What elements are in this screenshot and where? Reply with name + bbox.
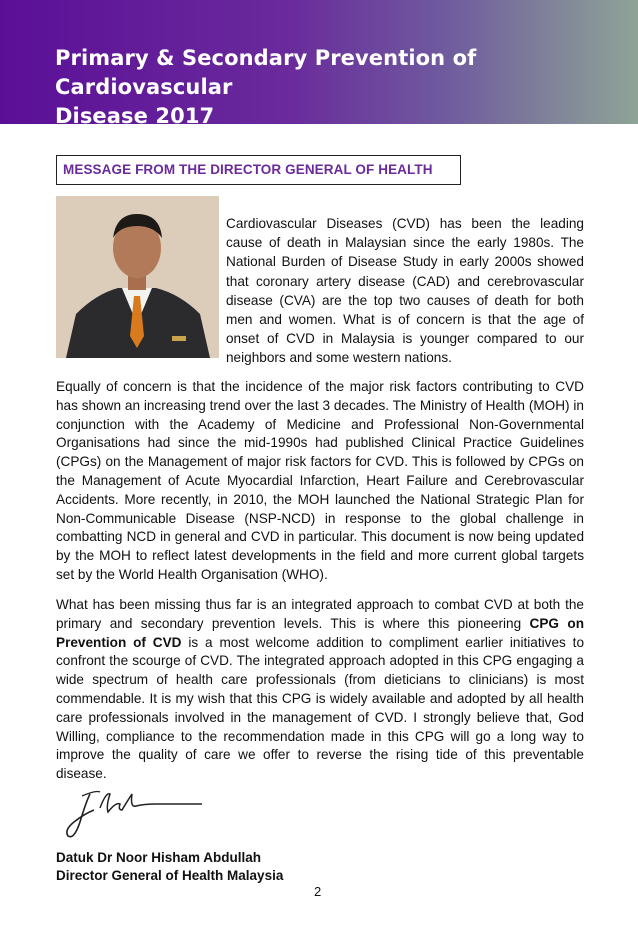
cpg-highlight: CPG on Prevention of CVD <box>56 615 585 650</box>
page-title <box>55 44 615 131</box>
paragraph-text-start: What has been missing thus far is an integrated approach to combat CVD at both the primary and secondary prevention levels. This is where this pioneering <box>56 597 584 631</box>
paragraph-text-end: is a most welcome addition to compliment earlier initiatives to confront the scourge of CVD. The integrated approach adopted in this CPG engaging a wide spectrum of health care professionals (from dieticians to clinicians) is most commendable. It is my wish that this CPG is widely available and adopted by all health care professionals involved in the management of CVD. I strongly believe that, God Willing, compliance to the recommendation made in this CPG will go a long way to improve the quality of care we offer to reverse the rising tide of this preventable disease. <box>56 634 584 782</box>
intro-paragraph: Cardiovascular Diseases (CVD) has been the leading cause of death in Malaysian since the early 1980s. The National Burden of Disease Study in early 2000s showed that coronary artery disease (CAD) and cerebrovascular disease (CVA) are the top two causes of death for both men and women. What is of concern is that the age of onset of CVD in Malaysia is younger compared to our neighbors and some western nations. <box>226 216 584 366</box>
portrait-illustration <box>56 196 219 358</box>
title-line-2: Disease 2017 <box>55 104 215 128</box>
header-band <box>0 0 638 128</box>
paragraph-integrated-approach <box>56 596 584 784</box>
section-heading-box <box>56 155 461 185</box>
section-heading: MESSAGE FROM THE DIRECTOR GENERAL OF HEALTH <box>63 162 433 177</box>
signatory-name: Datuk Dr Noor Hisham Abdullah <box>56 850 262 865</box>
signatory-role: Director General of Health Malaysia <box>56 868 284 883</box>
paragraph-risk-factors: Equally of concern is that the incidence of the major risk factors contributing to CVD has shown an increasing trend over the last 3 decades. The Ministry of Health (MOH) in conjunction with the Academy of Medicine and Professional Non-Governmental Organisations had since the mid-1990s had published Clinical Practice Guidelines (CPGs) on the Management of major risk factors for CVD. This is followed by CPGs on the Management of Acute Myocardial Infarction, Heart Failure and Cerebrovascular Accidents. More recently, in 2010, the MOH launched the National Strategic Plan for Non-Communicable Disease (NSP-NCD) in response to the global challenge in combatting NCD in general and CVD in particular. This document is now being updated by the MOH to reflect latest developments in the field and more current global targets set by the World Health Organisation (WHO). <box>56 379 584 582</box>
handwritten-signature <box>60 782 210 844</box>
director-portrait <box>56 196 219 358</box>
title-line-1: Primary & Secondary Prevention of Cardiovascular <box>55 46 477 99</box>
page-number: 2 <box>314 884 322 899</box>
